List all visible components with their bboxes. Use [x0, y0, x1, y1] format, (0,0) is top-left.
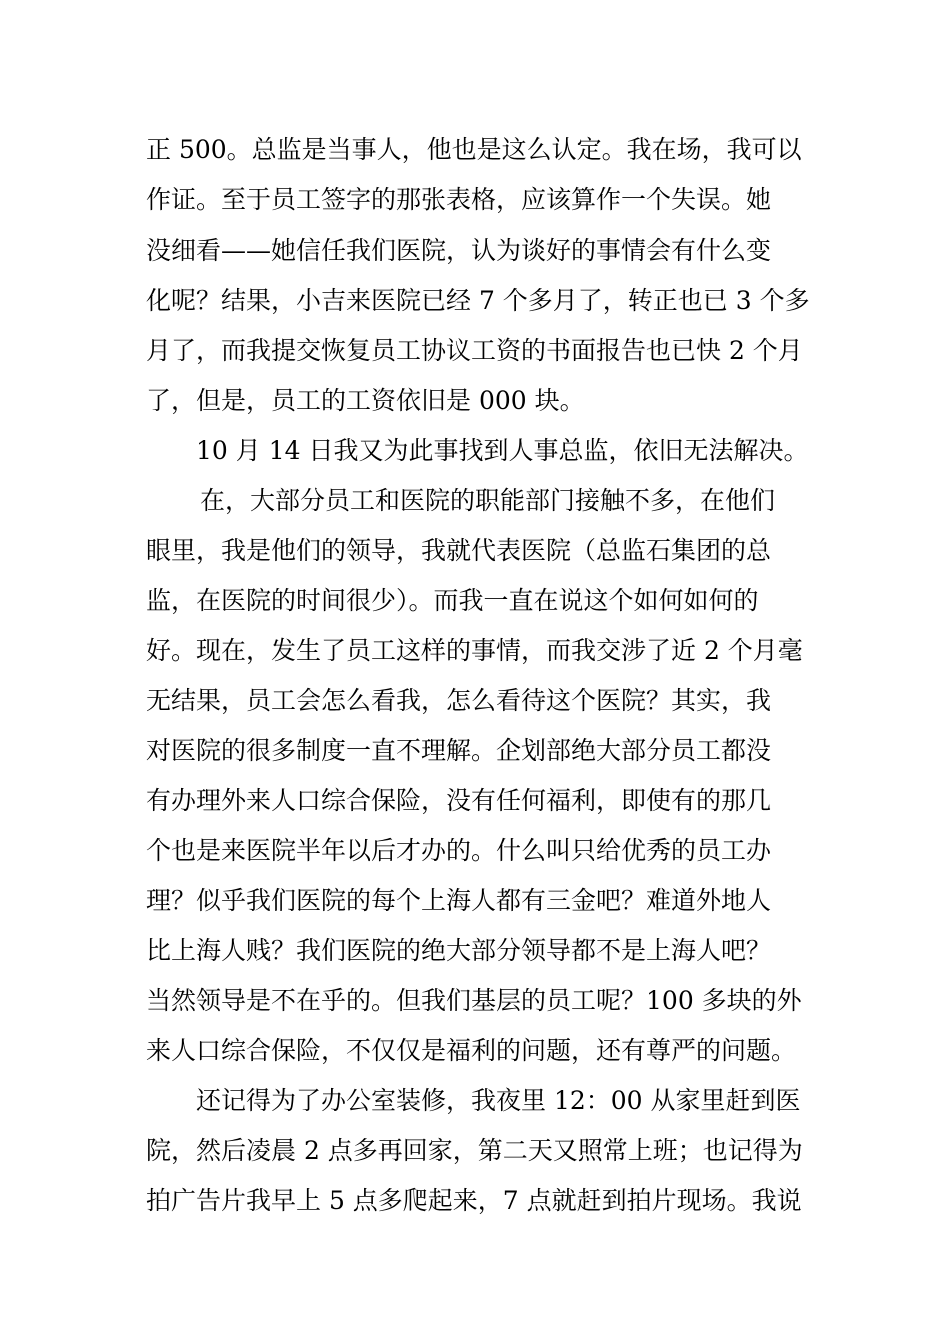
text-line: 正 500。总监是当事人，他也是这么认定。我在场，我可以: [146, 135, 802, 164]
text-line: 好。现在，发生了员工这样的事情，而我交涉了近 2 个月毫: [146, 636, 803, 665]
text-line: 化呢？结果，小吉来医院已经 7 个多月了，转正也已 3 个多: [146, 286, 810, 315]
paragraph-first-line: 在，大部分员工和医院的职能部门接触不多，在他们: [200, 486, 776, 515]
paragraph-first-line: 10 月 14 日我又为此事找到人事总监，依旧无法解决。: [196, 436, 809, 465]
text-line: 对医院的很多制度一直不理解。企划部绝大部分员工都没: [146, 736, 772, 765]
text-line: 理？似乎我们医院的每个上海人都有三金吧？难道外地人: [146, 886, 772, 915]
text-line: 当然领导是不在乎的。但我们基层的员工呢？100 多块的外: [146, 986, 802, 1015]
text-line: 个也是来医院半年以后才办的。什么叫只给优秀的员工办: [146, 836, 772, 865]
text-line: 拍广告片我早上 5 点多爬起来，7 点就赶到拍片现场。我说: [146, 1186, 802, 1215]
text-line: 来人口综合保险，不仅仅是福利的问题，还有尊严的问题。: [146, 1036, 797, 1065]
text-line: 了，但是，员工的工资依旧是 000 块。: [146, 386, 585, 415]
text-line: 没细看——她信任我们医院，认为谈好的事情会有什么变: [146, 236, 772, 265]
text-line: 月了，而我提交恢复员工协议工资的书面报告也已快 2 个月: [146, 336, 803, 365]
text-line: 比上海人贱？我们医院的绝大部分领导都不是上海人吧？: [146, 936, 772, 965]
paragraph-first-line: 还记得为了办公室装修，我夜里 12：00 从家里赶到医: [196, 1086, 801, 1115]
text-line: 有办理外来人口综合保险，没有任何福利，即使有的那几: [146, 786, 772, 815]
text-line: 作证。至于员工签字的那张表格，应该算作一个失误。她: [146, 185, 772, 214]
text-line: 眼里，我是他们的领导，我就代表医院（总监石集团的总: [146, 536, 772, 565]
text-line: 无结果，员工会怎么看我，怎么看待这个医院？其实，我: [146, 686, 772, 715]
text-line: 监，在医院的时间很少）。而我一直在说这个如何如何的: [146, 586, 759, 615]
text-line: 院，然后凌晨 2 点多再回家，第二天又照常上班；也记得为: [146, 1136, 803, 1165]
